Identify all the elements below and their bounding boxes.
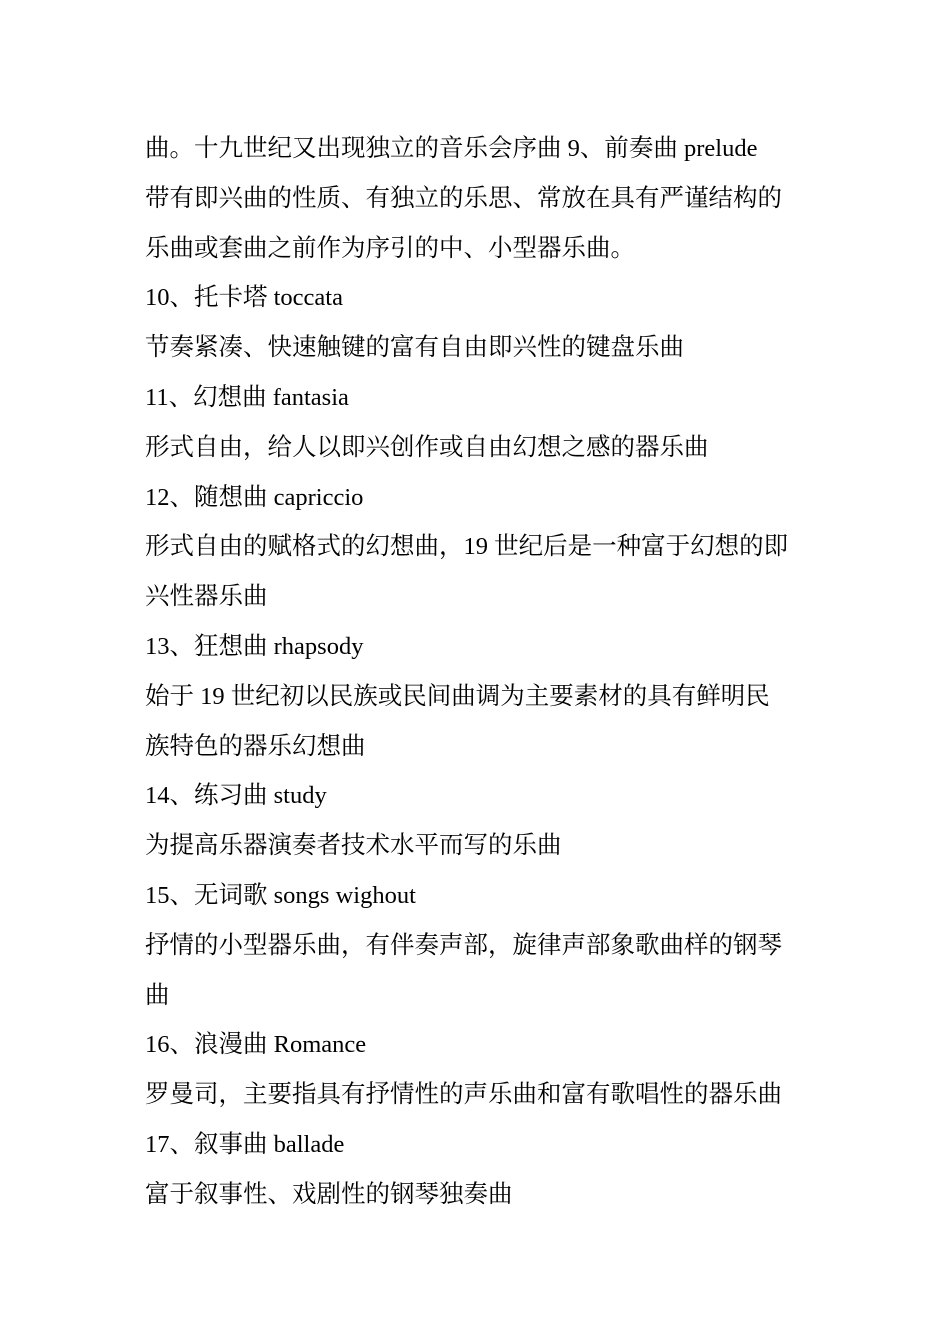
document-body [145, 124, 810, 1220]
section-heading: 10、托卡塔 toccata [145, 284, 343, 312]
text-line: 族特色的器乐幻想曲 [145, 732, 366, 760]
text-line: 曲。十九世纪又出现独立的音乐会序曲 9、前奏曲 prelude [145, 135, 758, 162]
text-line: 节奏紧凑、快速触键的富有自由即兴性的键盘乐曲 [145, 334, 684, 362]
text-line: 形式自由的赋格式的幻想曲，19 世纪后是一种富于幻想的即 [145, 533, 789, 561]
text-line: 乐曲或套曲之前作为序引的中、小型器乐曲。 [145, 234, 635, 262]
text-line: 抒情的小型器乐曲，有伴奏声部，旋律声部象歌曲样的钢琴 [145, 931, 782, 959]
text-line: 带有即兴曲的性质、有独立的乐思、常放在具有严谨结构的 [145, 184, 782, 212]
section-heading: 12、随想曲 capriccio [145, 483, 364, 511]
text-line: 罗曼司，主要指具有抒情性的声乐曲和富有歌唱性的器乐曲 [145, 1081, 782, 1109]
text-line: 始于 19 世纪初以民族或民间曲调为主要素材的具有鲜明民 [145, 682, 770, 710]
text-line: 形式自由，给人以即兴创作或自由幻想之感的器乐曲 [145, 433, 709, 461]
text-line: 富于叙事性、戏剧性的钢琴独奏曲 [145, 1180, 513, 1208]
text-line: 曲 [145, 981, 170, 1009]
section-heading: 16、浪漫曲 Romance [145, 1031, 367, 1059]
section-heading: 13、狂想曲 rhapsody [145, 632, 364, 660]
section-heading: 15、无词歌 songs wighout [145, 881, 416, 909]
text-line: 为提高乐器演奏者技术水平而写的乐曲 [145, 832, 562, 860]
section-heading: 14、练习曲 study [145, 782, 327, 810]
section-heading: 17、叙事曲 ballade [145, 1130, 345, 1158]
section-heading: 11、幻想曲 fantasia [145, 383, 349, 411]
text-line: 兴性器乐曲 [145, 583, 268, 611]
